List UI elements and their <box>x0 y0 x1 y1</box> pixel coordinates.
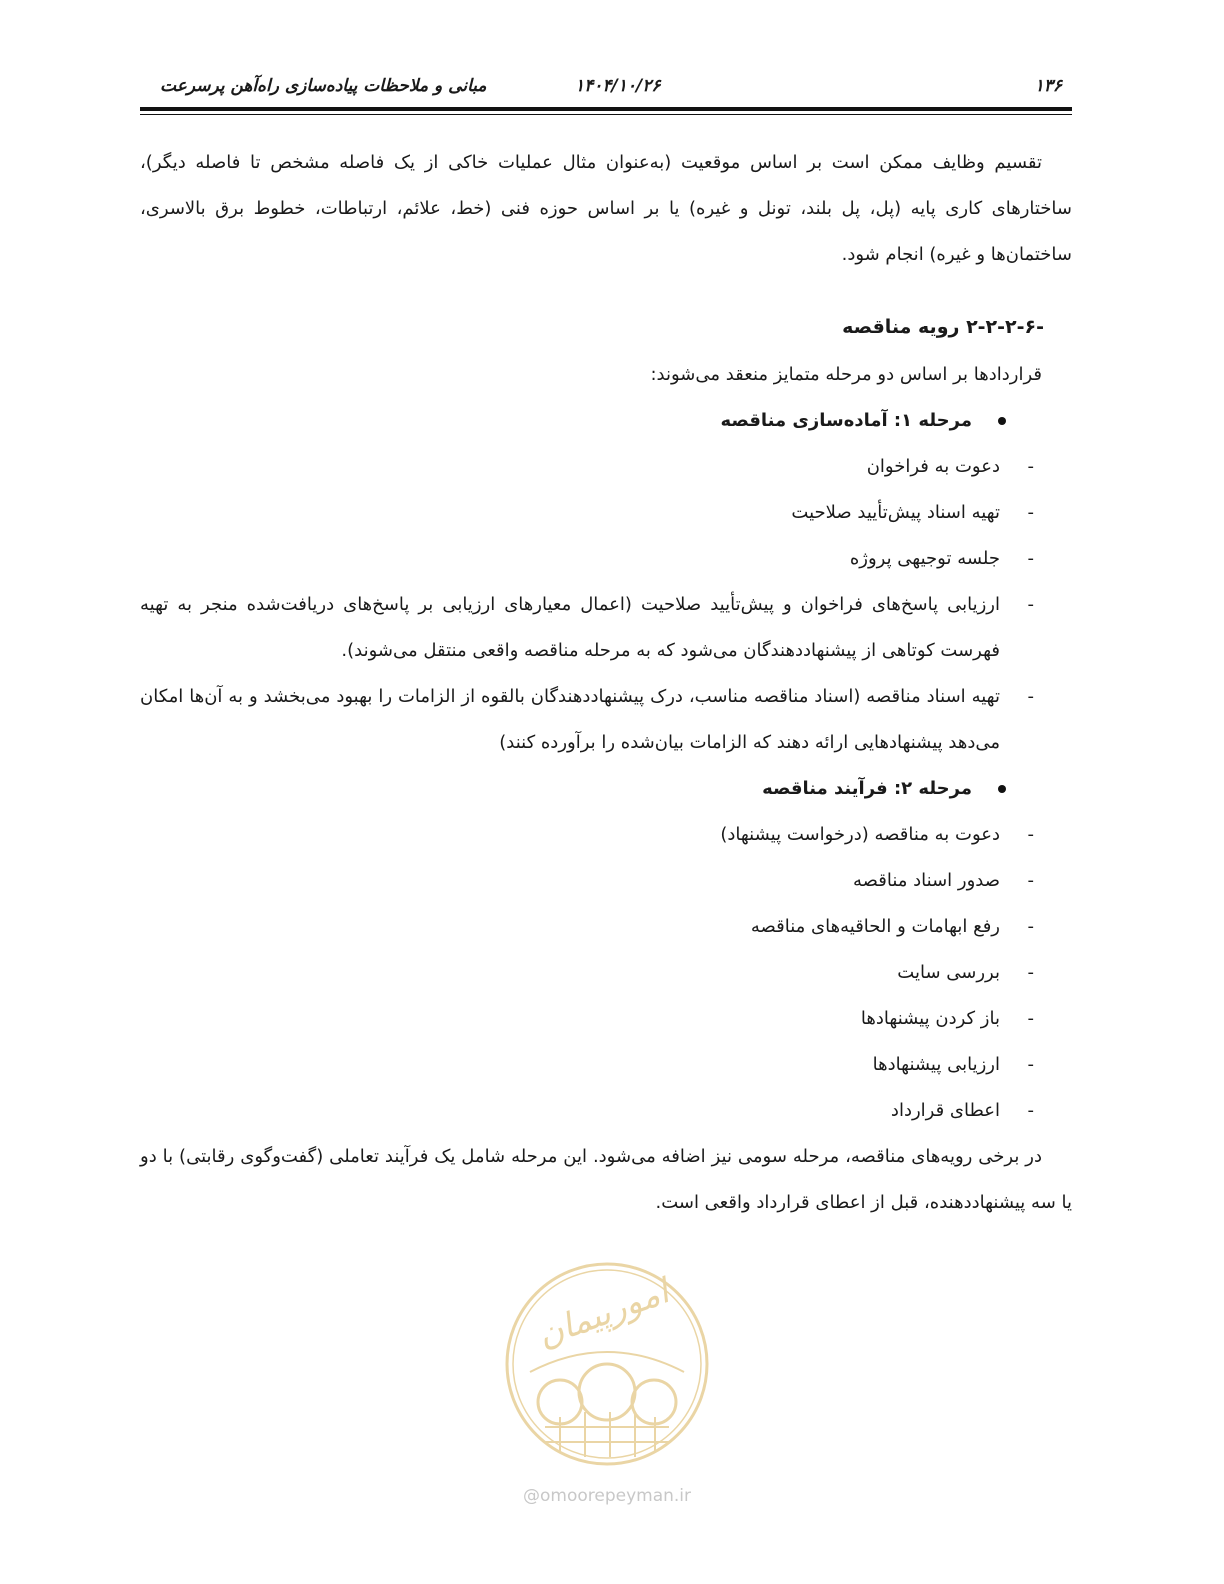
list-item: - تهیه اسناد مناقصه (اسناد مناقصه مناسب، درک پیشنهاددهندگان بالقوه از الزامات را بهبود می‌بخشد و به آن‌ها امکان می‌دهد پیشنهادهایی ارائه دهند که الزامات بیان‌شده را برآورده کنند) <box>140 674 1072 766</box>
list-item: - ارزیابی پیشنهادها <box>140 1042 1072 1088</box>
section-number: ۲-۲-۲-۶- <box>966 316 1044 338</box>
watermark-url: @omoorepeyman.ir <box>522 1486 692 1506</box>
dash-icon: - <box>1027 1100 1034 1121</box>
list-item: - ارزیابی پاسخ‌های فراخوان و پیش‌تأیید صلاحیت (اعمال معیارهای ارزیابی بر پاسخ‌های دریافت‌شده منجر به تهیه فهرست کوتاهی از پیشنهاددهندگان می‌شود که به مرحله مناقصه واقعی منتقل می‌شوند). <box>140 582 1072 674</box>
bullet-icon <box>998 785 1006 793</box>
list-item: - صدور اسناد مناقصه <box>140 858 1072 904</box>
header-rule-thin <box>140 114 1072 115</box>
closing-paragraph: در برخی رویه‌های مناقصه، مرحله سومی نیز اضافه می‌شود. این مرحله شامل یک فرآیند تعاملی (گفت‌وگوی رقابتی) با دو یا سه پیشنهاددهنده، قبل از اعطای قرارداد واقعی است. <box>140 1146 1072 1213</box>
section-heading <box>140 302 1072 352</box>
page-header <box>140 70 1072 106</box>
dash-icon: - <box>1027 962 1034 983</box>
watermark-at-icon: @ <box>522 1486 540 1506</box>
list-item: - جلسه توجیهی پروژه <box>140 536 1072 582</box>
dash-icon: - <box>1027 1008 1034 1029</box>
page-content <box>140 140 1072 1226</box>
section-title: رویه مناقصه <box>842 316 960 338</box>
paragraph-task-division: تقسیم وظایف ممکن است بر اساس موقعیت (به‌عنوان مثال عملیات خاکی از یک فاصله مشخص تا فاصله دیگر)، ساختارهای کاری پایه (پل، پل بلند، تونل و غیره) یا بر اساس حوزه فنی (خط، علائم، ارتباطات، خطوط برق بالاسری، ساختمان‌ها و غیره) انجام شود. <box>140 152 1072 265</box>
dash-icon: - <box>1027 686 1034 707</box>
page-number: ۱۳۶ <box>1034 76 1062 96</box>
header-title: مبانی و ملاحظات پیاده‌سازی راه‌آهن پرسرعت <box>160 76 487 96</box>
dash-icon: - <box>1027 824 1034 845</box>
dash-icon: - <box>1027 502 1034 523</box>
list-item: - رفع ابهامات و الحاقیه‌های مناقصه <box>140 904 1072 950</box>
list-item: - دعوت به فراخوان <box>140 444 1072 490</box>
watermark-logo-icon <box>500 1252 714 1482</box>
list-item: - بررسی سایت <box>140 950 1072 996</box>
stage-2-title: مرحله ۲: فرآیند مناقصه <box>140 766 1072 812</box>
list-item: - تهیه اسناد پیش‌تأیید صلاحیت <box>140 490 1072 536</box>
intro-text: قراردادها بر اساس دو مرحله متمایز منعقد می‌شوند: <box>650 364 1042 385</box>
bullet-icon <box>998 417 1006 425</box>
dash-icon: - <box>1027 1054 1034 1075</box>
dash-icon: - <box>1027 456 1034 477</box>
watermark-logo-text: امورپیمان <box>532 1271 675 1356</box>
list-item: - دعوت به مناقصه (درخواست پیشنهاد) <box>140 812 1072 858</box>
stage-1-title: مرحله ۱: آماده‌سازی مناقصه <box>140 398 1072 444</box>
dash-icon: - <box>1027 548 1034 569</box>
dash-icon: - <box>1027 870 1034 891</box>
dash-icon: - <box>1027 594 1034 615</box>
dash-icon: - <box>1027 916 1034 937</box>
list-item: - اعطای قرارداد <box>140 1088 1072 1134</box>
header-date: ۱۴۰۴/۱۰/۲۶ <box>575 76 661 96</box>
header-rule-thick <box>140 107 1072 111</box>
list-item: - باز کردن پیشنهادها <box>140 996 1072 1042</box>
